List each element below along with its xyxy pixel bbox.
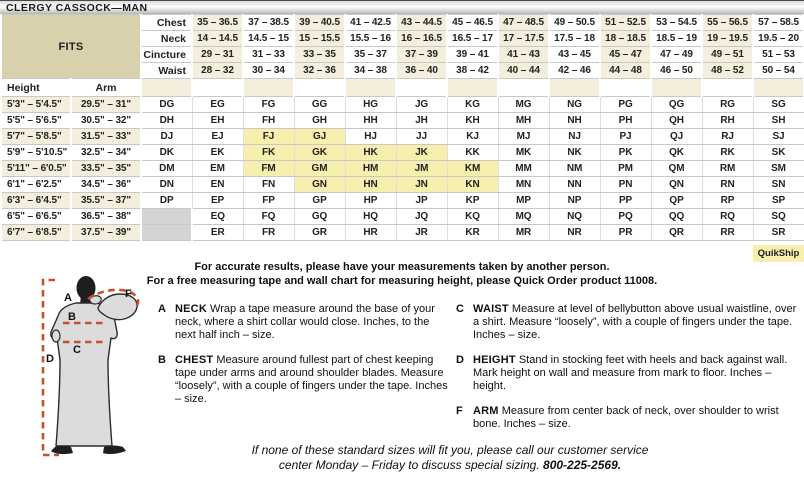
size-code-cell: SN [753,177,804,193]
size-code-cell: DJ [141,129,192,145]
size-code-cell: MN [498,177,549,193]
fit-value-cell: 40 – 44 [498,63,549,79]
instruction-term: WAIST [473,303,509,315]
size-code-cell: JN [396,177,447,193]
fit-value-cell: 44 – 48 [600,63,651,79]
instruction-block-waist [456,303,798,342]
size-code-cell: GK [294,145,345,161]
size-code-cell: FJ [243,129,294,145]
height-range-cell: 5'9" – 5'10.5" [1,145,71,161]
height-range-cell: 5'11" – 6'0.5" [1,161,71,177]
size-code-cell: MG [498,97,549,113]
size-code-cell: HJ [345,129,396,145]
fit-value-cell: 30 – 34 [243,63,294,79]
fit-value-cell: 33 – 35 [294,47,345,63]
size-code-cell: DK [141,145,192,161]
fit-value-cell: 41 – 43 [498,47,549,63]
height-range-cell: 5'3" – 5'4.5" [1,97,71,113]
size-code-cell: SJ [753,129,804,145]
size-code-cell: NK [549,145,600,161]
fit-value-cell: 32 – 36 [294,63,345,79]
instruction-body: Measure from center back of neck, over shoulder to wrist bone. Inches – size. [473,405,779,430]
size-code-cell: EM [192,161,243,177]
fit-value-cell: 34 – 38 [345,63,396,79]
arm-range-cell: 37.5" – 39" [71,225,141,241]
footer-line-1: If none of these standard sizes will fit you, please call our customer service [251,443,649,457]
grid-spacer-cell [753,79,804,97]
size-code-cell: EN [192,177,243,193]
instruction-block-arm [456,405,798,431]
size-code-cell: QK [651,145,702,161]
size-code-cell: JM [396,161,447,177]
customer-service-phone: 800-225-2569. [543,458,622,472]
arm-range-cell: 34.5" – 36" [71,177,141,193]
size-code-cell: MR [498,225,549,241]
fit-value-cell: 18 – 18.5 [600,31,651,47]
size-code-cell: KN [447,177,498,193]
instructions-left-column [158,303,450,418]
size-code-cell: PQ [600,209,651,225]
fit-value-cell: 16.5 – 17 [447,31,498,47]
measure-label-cell: Waist [141,63,192,79]
size-code-cell: SM [753,161,804,177]
instruction-letter: C [456,303,464,315]
size-code-cell: JQ [396,209,447,225]
fit-value-cell: 31 – 33 [243,47,294,63]
instruction-term: NECK [175,303,207,315]
size-code-cell: KH [447,113,498,129]
instruction-text [473,405,798,431]
footer-line-2: center Monday – Friday to discuss special sizing. [278,458,544,472]
fit-value-cell: 41 – 42.5 [345,15,396,31]
size-code-cell: RH [702,113,753,129]
fit-value-cell: 35 – 36.5 [192,15,243,31]
fit-value-cell: 51 – 53 [753,47,804,63]
fit-value-cell: 14.5 – 15 [243,31,294,47]
size-code-cell: NG [549,97,600,113]
arm-range-cell: 32.5" – 34" [71,145,141,161]
size-code-cell: KR [447,225,498,241]
size-code-cell: PR [600,225,651,241]
size-code-cell: JH [396,113,447,129]
size-code-cell: RP [702,193,753,209]
size-code-cell: PJ [600,129,651,145]
fit-value-cell: 37 – 38.5 [243,15,294,31]
fit-value-cell: 43 – 45 [549,47,600,63]
size-code-cell: KK [447,145,498,161]
fit-value-cell: 51 – 52.5 [600,15,651,31]
size-code-cell: SP [753,193,804,209]
size-code-cell: ER [192,225,243,241]
fit-value-cell: 45 – 47 [600,47,651,63]
size-code-cell: KJ [447,129,498,145]
size-code-cell: PH [600,113,651,129]
size-code-cell: FQ [243,209,294,225]
size-code-cell: DH [141,113,192,129]
fit-value-cell: 19 – 19.5 [702,31,753,47]
instructions-right-column [456,303,798,443]
fit-value-cell: 47 – 49 [651,47,702,63]
size-code-cell: RK [702,145,753,161]
arm-range-cell: 31.5" – 33" [71,129,141,145]
fit-value-cell: 28 – 32 [192,63,243,79]
grid-spacer-cell [600,79,651,97]
instruction-term: CHEST [175,354,214,366]
size-code-cell: HR [345,225,396,241]
size-code-cell: PK [600,145,651,161]
size-chart-table [0,14,804,241]
size-code-cell: SK [753,145,804,161]
size-code-cell: QG [651,97,702,113]
size-code-cell: QQ [651,209,702,225]
instruction-text [473,303,798,342]
instruction-body: Wrap a tape measure around the base of your neck, where a shirt collar would close. Inches, to the next half inch – size. [175,303,435,341]
height-range-cell: 6'1" – 6'2.5" [1,177,71,193]
size-code-cell: SR [753,225,804,241]
size-code-cell: EG [192,97,243,113]
size-code-cell: EQ [192,209,243,225]
instruction-text [473,354,798,393]
arm-range-cell: 29.5" – 31" [71,97,141,113]
size-code-cell: FK [243,145,294,161]
arm-range-cell: 30.5" – 32" [71,113,141,129]
fits-header-cell: FITS [1,15,141,79]
grid-spacer-cell [498,79,549,97]
note-line-1: For accurate results, please have your measurements taken by another person. [194,261,610,273]
size-code-cell: JG [396,97,447,113]
fit-value-cell: 17 – 17.5 [498,31,549,47]
size-code-cell: DM [141,161,192,177]
arm-range-cell: 33.5" – 35" [71,161,141,177]
size-code-cell: NN [549,177,600,193]
size-code-cell: DG [141,97,192,113]
size-code-cell: GR [294,225,345,241]
special-sizing-footer [120,443,780,473]
size-code-cell: JP [396,193,447,209]
empty-size-cell [141,209,192,225]
figure-left-hand [52,330,60,342]
size-code-cell: KG [447,97,498,113]
size-code-cell: PG [600,97,651,113]
size-code-cell: FP [243,193,294,209]
instruction-body: Stand in stocking feet with heels and back against wall. Mark height on wall and measure from mark to floor. Inches – height. [473,354,788,392]
size-code-cell: KM [447,161,498,177]
grid-spacer-cell [447,79,498,97]
size-code-cell: QR [651,225,702,241]
fit-value-cell: 47 – 48.5 [498,15,549,31]
size-code-cell: GH [294,113,345,129]
size-code-cell: QN [651,177,702,193]
fit-value-cell: 18.5 – 19 [651,31,702,47]
size-code-cell: HH [345,113,396,129]
size-code-cell: RR [702,225,753,241]
size-code-cell: QH [651,113,702,129]
fit-value-cell: 14 – 14.5 [192,31,243,47]
size-code-cell: SH [753,113,804,129]
grid-spacer-cell [396,79,447,97]
fit-value-cell: 53 – 54.5 [651,15,702,31]
empty-size-cell [141,225,192,241]
size-code-cell: MK [498,145,549,161]
size-code-cell: GQ [294,209,345,225]
size-code-cell: JJ [396,129,447,145]
height-range-cell: 6'3" – 6'4.5" [1,193,71,209]
cassock-measurement-figure [18,268,153,463]
instruction-block-chest [158,354,450,406]
height-range-cell: 6'5" – 6'6.5" [1,209,71,225]
instruction-block-neck [158,303,450,342]
size-code-cell: RN [702,177,753,193]
fit-value-cell: 38 – 42 [447,63,498,79]
figure-label-a: A [64,292,72,304]
instruction-letter: D [456,354,464,366]
size-code-cell: HM [345,161,396,177]
grid-spacer-cell [702,79,753,97]
fit-value-cell: 48 – 52 [702,63,753,79]
instruction-term: HEIGHT [473,354,516,366]
fit-value-cell: 35 – 37 [345,47,396,63]
fit-value-cell: 16 – 16.5 [396,31,447,47]
figure-label-f: F [125,288,132,300]
fit-value-cell: 49 – 50.5 [549,15,600,31]
size-code-cell: GJ [294,129,345,145]
fit-value-cell: 36 – 40 [396,63,447,79]
measure-label-cell: Cincture [141,47,192,63]
note-line-2: For a free measuring tape and wall chart for measuring height, please Quick Order product 11008. [146,275,658,287]
size-code-cell: NJ [549,129,600,145]
measure-label-cell: Chest [141,15,192,31]
size-code-cell: GP [294,193,345,209]
size-code-cell: HN [345,177,396,193]
instruction-letter: A [158,303,166,315]
instruction-text [175,354,450,406]
instruction-body: Measure at level of bellybutton above usual waistline, over a shirt. Measure “loosely”, with a couple of fingers under the tape. Inches – size. [473,303,797,341]
size-code-cell: RQ [702,209,753,225]
size-code-cell: FM [243,161,294,177]
fit-value-cell: 42 – 46 [549,63,600,79]
size-code-cell: QP [651,193,702,209]
height-column-header: Height [1,79,71,97]
size-code-cell: FH [243,113,294,129]
height-range-cell: 5'7" – 5'8.5" [1,129,71,145]
size-code-cell: FN [243,177,294,193]
size-code-cell: GN [294,177,345,193]
grid-spacer-cell [294,79,345,97]
size-code-cell: EK [192,145,243,161]
arm-range-cell: 35.5" – 37" [71,193,141,209]
fit-value-cell: 19.5 – 20 [753,31,804,47]
size-code-cell: MP [498,193,549,209]
size-code-cell: FR [243,225,294,241]
size-code-cell: SG [753,97,804,113]
instruction-text [175,303,450,342]
fit-value-cell: 39 – 40.5 [294,15,345,31]
fit-value-cell: 49 – 51 [702,47,753,63]
size-code-cell: NR [549,225,600,241]
grid-spacer-cell [141,79,192,97]
size-code-cell: GG [294,97,345,113]
size-code-cell: MH [498,113,549,129]
size-code-cell: HG [345,97,396,113]
height-range-cell: 5'5" – 5'6.5" [1,113,71,129]
size-code-cell: NQ [549,209,600,225]
size-code-cell: JR [396,225,447,241]
grid-spacer-cell [243,79,294,97]
grid-spacer-cell [549,79,600,97]
arm-column-header: Arm [71,79,141,97]
size-code-cell: EJ [192,129,243,145]
size-code-cell: HK [345,145,396,161]
fit-value-cell: 15.5 – 16 [345,31,396,47]
size-code-cell: RM [702,161,753,177]
grid-spacer-cell [651,79,702,97]
size-code-cell: MM [498,161,549,177]
fit-value-cell: 57 – 58.5 [753,15,804,31]
size-code-cell: NP [549,193,600,209]
instruction-body: Measure around fullest part of chest keeping tape under arms and around shoulder blades. Measure “loosely”, with a couple of fingers under the tape. Inches – size. [175,354,448,405]
size-code-cell: EP [192,193,243,209]
figure-label-c: C [73,344,81,356]
size-code-cell: DN [141,177,192,193]
fit-value-cell: 43 – 44.5 [396,15,447,31]
fit-value-cell: 15 – 15.5 [294,31,345,47]
instruction-letter: B [158,354,166,366]
instruction-block-height [456,354,798,393]
measure-label-cell: Neck [141,31,192,47]
height-range-cell: 6'7" – 6'8.5" [1,225,71,241]
size-code-cell: KQ [447,209,498,225]
grid-spacer-cell [192,79,243,97]
size-code-cell: PM [600,161,651,177]
size-code-cell: QM [651,161,702,177]
figure-left-shoe [51,446,73,455]
size-code-cell: RJ [702,129,753,145]
fit-value-cell: 29 – 31 [192,47,243,63]
cassock-robe [51,303,117,446]
fit-value-cell: 17.5 – 18 [549,31,600,47]
grid-spacer-cell [345,79,396,97]
size-code-cell: DP [141,193,192,209]
size-code-cell: HQ [345,209,396,225]
size-code-cell: MQ [498,209,549,225]
page-title: CLERGY CASSOCK—MAN [6,1,148,14]
size-code-cell: NH [549,113,600,129]
size-code-cell: HP [345,193,396,209]
size-code-cell: PN [600,177,651,193]
size-code-cell: RG [702,97,753,113]
fit-value-cell: 50 – 54 [753,63,804,79]
size-code-cell: PP [600,193,651,209]
fit-value-cell: 46 – 50 [651,63,702,79]
size-code-cell: QJ [651,129,702,145]
instruction-letter: F [456,405,463,417]
size-code-cell: GM [294,161,345,177]
chart-title-bar [0,0,804,14]
figure-label-d: D [46,353,54,365]
size-code-cell: SQ [753,209,804,225]
instruction-term: ARM [473,405,499,417]
size-code-cell: MJ [498,129,549,145]
fit-value-cell: 45 – 46.5 [447,15,498,31]
fit-value-cell: 55 – 56.5 [702,15,753,31]
size-code-cell: KP [447,193,498,209]
size-code-cell: FG [243,97,294,113]
figure-label-b: B [68,311,76,323]
fit-value-cell: 37 – 39 [396,47,447,63]
fit-value-cell: 39 – 41 [447,47,498,63]
quikship-badge: QuikShip [753,245,804,262]
arm-range-cell: 36.5" – 38" [71,209,141,225]
size-code-cell: NM [549,161,600,177]
size-code-cell: EH [192,113,243,129]
size-code-cell: JK [396,145,447,161]
